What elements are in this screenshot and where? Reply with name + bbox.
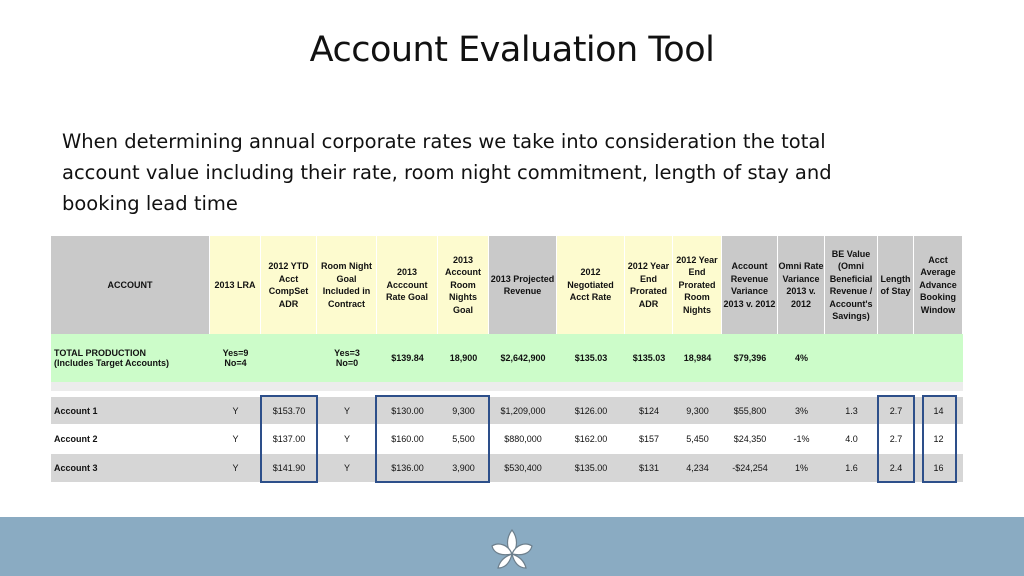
total-cell: $135.03: [625, 334, 673, 382]
table-cell: 4.0: [825, 425, 878, 453]
total-cell: Yes=3 No=0: [317, 334, 377, 382]
table-cell: Y: [210, 425, 261, 453]
table-cell: -$24,254: [722, 454, 778, 482]
table-cell: 1.3: [825, 397, 878, 424]
total-cell: $135.03: [557, 334, 625, 382]
table-cell: 1.6: [825, 454, 878, 482]
table-cell: $530,400: [489, 454, 557, 482]
total-production-label: TOTAL PRODUCTION (Includes Target Accounts): [51, 334, 210, 382]
total-cell: $139.84: [377, 334, 438, 382]
table-cell: $130.00: [377, 397, 438, 424]
table-cell: $153.70: [261, 397, 317, 424]
total-cell: [914, 334, 963, 382]
table-cell: $126.00: [557, 397, 625, 424]
total-cell: [878, 334, 914, 382]
flower-logo-icon: [486, 524, 538, 576]
table-cell: 16: [914, 454, 963, 482]
table-cell: 3,900: [438, 454, 489, 482]
column-header: Account Revenue Variance 2013 v. 2012: [722, 236, 778, 334]
table-cell: 4,234: [673, 454, 722, 482]
column-header: 2012 Negotiated Acct Rate: [557, 236, 625, 334]
column-header: Room Night Goal Included in Contract: [317, 236, 377, 334]
column-header: Acct Average Advance Booking Window: [914, 236, 963, 334]
table-cell: $162.00: [557, 425, 625, 453]
table-cell: $160.00: [377, 425, 438, 453]
highlight-booking-window: [922, 395, 957, 483]
account-evaluation-table: [51, 236, 973, 482]
table-cell: $880,000: [489, 425, 557, 453]
table-cell: $137.00: [261, 425, 317, 453]
table-cell: $1,209,000: [489, 397, 557, 424]
column-header: 2013 LRA: [210, 236, 261, 334]
table-cell: 5,500: [438, 425, 489, 453]
table-cell: 9,300: [673, 397, 722, 424]
table-cell: 5,450: [673, 425, 722, 453]
table-cell: $157: [625, 425, 673, 453]
column-header: 2013 Account Room Nights Goal: [438, 236, 489, 334]
table-cell: $55,800: [722, 397, 778, 424]
column-header: 2012 Year End Prorated ADR: [625, 236, 673, 334]
total-cell: [825, 334, 878, 382]
total-cell: 4%: [778, 334, 825, 382]
table-cell: Y: [210, 397, 261, 424]
column-header: Omni Rate Variance 2013 v. 2012: [778, 236, 825, 334]
column-header: ACCOUNT: [51, 236, 210, 334]
column-header: 2013 Acccount Rate Goal: [377, 236, 438, 334]
highlight-compset-adr: [260, 395, 318, 483]
table-cell: 9,300: [438, 397, 489, 424]
total-cell: [261, 334, 317, 382]
table-cell: $141.90: [261, 454, 317, 482]
table-cell: 1%: [778, 454, 825, 482]
table-cell: Y: [210, 454, 261, 482]
table-cell: Y: [317, 425, 377, 453]
table-cell: 2.7: [878, 425, 914, 453]
table-cell: -1%: [778, 425, 825, 453]
slide-paragraph: When determining annual corporate rates we take into consideration the total account value including their rate, room night commitment, length of stay and booking lead time: [62, 130, 832, 215]
table-cell: 2.4: [878, 454, 914, 482]
table-cell: $124: [625, 397, 673, 424]
separator: [51, 391, 963, 396]
table-cell: Y: [317, 397, 377, 424]
slide-title: Account Evaluation Tool: [309, 30, 715, 70]
table-cell: $131: [625, 454, 673, 482]
table-cell: 14: [914, 397, 963, 424]
table-cell: $24,350: [722, 425, 778, 453]
table-cell: 2.7: [878, 397, 914, 424]
account-name: Account 2: [51, 425, 210, 453]
table-cell: 3%: [778, 397, 825, 424]
total-cell: $79,396: [722, 334, 778, 382]
column-header: Length of Stay: [878, 236, 914, 334]
account-name: Account 1: [51, 397, 210, 424]
highlight-rate-nights-goal: [375, 395, 490, 483]
column-header: BE Value (Omni Beneficial Revenue / Account's Savings): [825, 236, 878, 334]
total-cell: 18,984: [673, 334, 722, 382]
column-header: 2012 YTD Acct CompSet ADR: [261, 236, 317, 334]
table-cell: $136.00: [377, 454, 438, 482]
total-cell: 18,900: [438, 334, 489, 382]
account-name: Account 3: [51, 454, 210, 482]
total-cell: $2,642,900: [489, 334, 557, 382]
total-cell: Yes=9 No=4: [210, 334, 261, 382]
column-header: 2012 Year End Prorated Room Nights: [673, 236, 722, 334]
table-cell: $135.00: [557, 454, 625, 482]
table-cell: Y: [317, 454, 377, 482]
table-cell: 12: [914, 425, 963, 453]
highlight-length-of-stay: [877, 395, 915, 483]
column-header: 2013 Projected Revenue: [489, 236, 557, 334]
